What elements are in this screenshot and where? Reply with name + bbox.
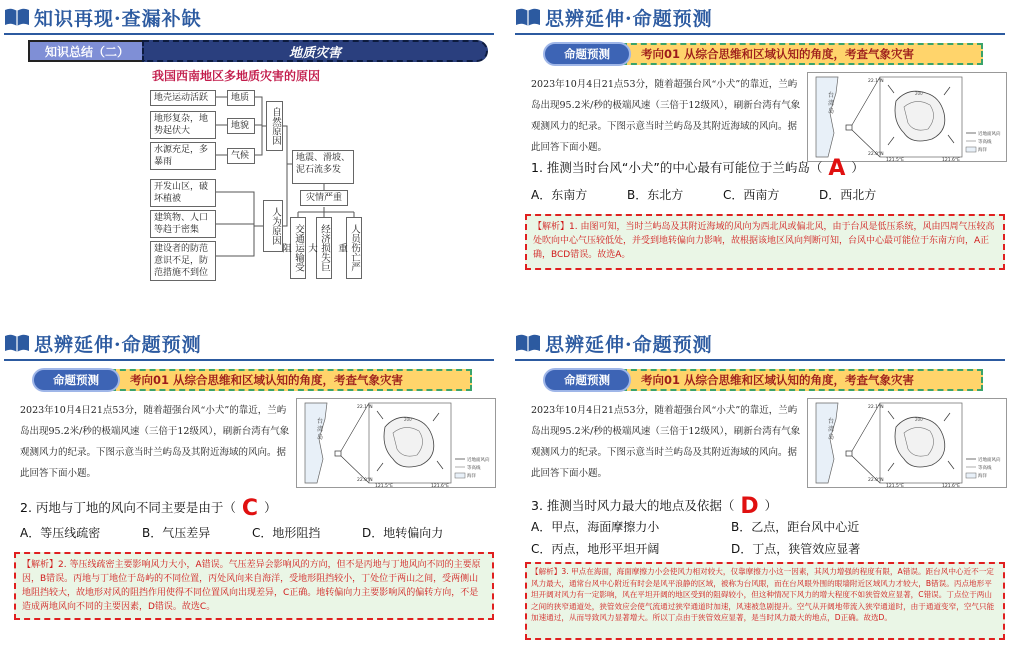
question-1-close: ） — [851, 160, 864, 175]
title-divider — [515, 359, 1005, 361]
human-causes: 人为原因 — [263, 200, 283, 252]
svg-text:湾: 湾 — [828, 100, 835, 107]
svg-text:等高线: 等高线 — [978, 466, 992, 471]
svg-text:121.6°E: 121.6°E — [942, 484, 960, 487]
svg-text:近地面风向: 近地面风向 — [978, 458, 1001, 463]
question-2 — [20, 496, 277, 521]
svg-text:近地面风向: 近地面风向 — [467, 458, 490, 463]
panel-question-2 — [4, 330, 504, 645]
panel-title-row — [4, 330, 504, 356]
option-b: B．气压差异 — [142, 526, 211, 540]
factor-landform: 地貌 — [227, 118, 255, 134]
option-d: D．丁点，狭管效应显著 — [731, 542, 861, 556]
svg-text:200: 200 — [404, 417, 412, 422]
svg-text:等高线: 等高线 — [467, 466, 481, 471]
natural-causes: 自然原因 — [266, 101, 283, 151]
wind-map — [807, 398, 1007, 488]
option-b: B．乙点，距台风中心近 — [731, 520, 860, 534]
answer-badge: C — [241, 496, 259, 521]
title-divider — [515, 33, 1005, 35]
option-a: A．东南方 — [531, 188, 588, 202]
cause-awareness: 建设者的防范意识不足，防范措施不到位 — [150, 241, 216, 281]
prediction-tag: 命题预测 — [543, 42, 631, 66]
panel-title-row — [515, 4, 1015, 30]
answer-badge: A — [828, 156, 846, 181]
book-icon — [515, 333, 541, 353]
option-a: A．甲点，海面摩擦力小 — [531, 520, 660, 534]
passage-text: 2023年10月4日21点53分，随着超强台风“小犬”的靠近，兰屿岛出现95.2米/秒的极端风速（三倍于12级风），刷新台湾有气象观测风力的纪录。下图示意当时兰屿岛及其附近海域的风向。据此回答下面小题。 — [531, 405, 801, 479]
disasters-frequent: 地震、滑坡、泥石流多发 — [292, 150, 354, 184]
panel-question-1 — [515, 4, 1015, 319]
svg-text:海洋: 海洋 — [978, 148, 987, 153]
svg-text:121.6°E: 121.6°E — [431, 484, 449, 487]
option-c: C．丙点，地形平坦开阔 — [531, 542, 660, 556]
svg-text:121.5°E: 121.5°E — [886, 158, 904, 161]
panel-title-row — [515, 330, 1015, 356]
svg-text:湾: 湾 — [828, 426, 835, 433]
option-c: C．西南方 — [723, 188, 780, 202]
svg-text:等高线: 等高线 — [978, 140, 992, 145]
question-3 — [531, 494, 777, 519]
factor-climate: 气候 — [227, 148, 255, 164]
prediction-tag: 命题预测 — [543, 368, 631, 392]
effect-casualties: 人员伤亡严重 — [346, 217, 362, 279]
question-2-close: ） — [264, 500, 277, 515]
svg-text:22.1°N: 22.1°N — [868, 79, 884, 84]
question-2-text: 2. 丙地与丁地的风向不同主要是由于（ — [20, 500, 236, 515]
svg-text:岛: 岛 — [317, 434, 324, 441]
option-a: A．等压线疏密 — [20, 526, 101, 540]
option-b: B．东北方 — [627, 188, 684, 202]
svg-text:22.1°N: 22.1°N — [868, 405, 884, 410]
cause-terrain: 地形复杂，地势起伏大 — [150, 111, 216, 139]
factor-geology: 地质 — [227, 90, 255, 106]
book-icon — [4, 333, 30, 353]
topic-bar-label: 知识总结（二） — [28, 40, 146, 62]
svg-text:近地面风向: 近地面风向 — [978, 132, 1001, 137]
option-c: C．地形阻挡 — [252, 526, 321, 540]
svg-text:200: 200 — [915, 417, 923, 422]
svg-text:岛: 岛 — [828, 434, 835, 441]
passage-text: 2023年10月4日21点53分，随着超强台风“小犬”的靠近，兰屿岛出现95.2米/秒的极端风速（三倍于12级风），刷新台湾有气象观测风力的纪录。下图示意当时兰屿岛及其附近海域的风向。据此回答下面小题。 — [531, 79, 801, 153]
options-row-1 — [531, 518, 931, 535]
book-icon — [515, 7, 541, 27]
prediction-tag: 命题预测 — [32, 368, 120, 392]
options-row — [531, 186, 915, 203]
analysis-box: 【解析】2. 等压线疏密主要影响风力大小，A错误。气压差异会影响风的方向，但不是丙地与丁地风向不同的主要原因，B错误。丙地与丁地位于岛屿的不同位置，丙处风向来自海洋，受地形阻挡较小，丁处位于两山之间，受两侧山地阻挡较大，故地形对风的阻挡作用使得不同位置风向出现差异，C正确。地转偏向力主要影响风的偏转方向，不是造成两地风向不同的主要因素，D错误。故选C。 — [14, 552, 494, 620]
svg-text:台: 台 — [317, 418, 324, 425]
answer-badge: D — [740, 494, 759, 519]
svg-text:121.5°E: 121.5°E — [886, 484, 904, 487]
svg-text:22.0°N: 22.0°N — [868, 152, 884, 157]
svg-text:湾: 湾 — [317, 426, 324, 433]
svg-text:岛: 岛 — [828, 108, 835, 115]
question-1-text: 1. 推测当时台风“小犬”的中心最有可能位于兰屿岛（ — [531, 160, 823, 175]
analysis-box: 【解析】1. 由图可知，当时兰屿岛及其附近海域的风向为西北风或偏北风，由于台风是低压系统，风由四周气压较高处吹向中心气压较低处，并受到地转偏向力影响，故根据该地区风向判断可知，台风中心最可能位于东南方向，A正确，BCD错误。故选A。 — [525, 214, 1005, 270]
svg-text:海洋: 海洋 — [467, 474, 476, 479]
wind-map — [296, 398, 496, 488]
cause-buildings: 建筑物、人口等趋于密集 — [150, 210, 216, 238]
svg-text:台: 台 — [828, 92, 835, 99]
svg-text:22.1°N: 22.1°N — [357, 405, 373, 410]
question-banner — [32, 368, 472, 392]
panel-title: 思辨延伸·命题预测 — [545, 333, 713, 356]
exam-direction: 考向01 从综合思维和区域认知的角度，考查气象灾害 — [110, 369, 472, 391]
panel-title: 思辨延伸·命题预测 — [545, 7, 713, 30]
svg-text:121.6°E: 121.6°E — [942, 158, 960, 161]
question-banner — [543, 368, 983, 392]
panel-title: 思辨延伸·命题预测 — [34, 333, 202, 356]
cause-water: 水源充足，多暴雨 — [150, 142, 216, 170]
svg-text:200: 200 — [915, 91, 923, 96]
svg-text:海洋: 海洋 — [978, 474, 987, 479]
severe-disaster: 灾情严重 — [300, 190, 348, 206]
panel-question-3 — [515, 330, 1015, 645]
panel-knowledge-review — [4, 4, 504, 319]
svg-text:台: 台 — [828, 418, 835, 425]
question-3-close: ） — [764, 498, 778, 513]
mindmap-title: 我国西南地区多地质灾害的原因 — [152, 69, 321, 83]
cause-vegetation: 开发山区，破坏植被 — [150, 179, 216, 207]
passage-text: 2023年10月4日21点53分，随着超强台风“小犬”的靠近，兰屿岛出现95.2米/秒的极端风速（三倍于12级风），刷新台湾有气象观测风力的纪录。下图示意当时兰屿岛及其附近海域的风向。据此回答下面小题。 — [20, 405, 290, 479]
question-1 — [531, 156, 864, 181]
options-row — [20, 524, 472, 541]
effect-traffic: 交通运输受阻 — [290, 217, 306, 279]
exam-direction: 考向01 从综合思维和区域认知的角度，考查气象灾害 — [621, 369, 983, 391]
question-3-text: 3. 推测当时风力最大的地点及依据（ — [531, 498, 735, 513]
exam-direction: 考向01 从综合思维和区域认知的角度，考查气象灾害 — [621, 43, 983, 65]
title-divider — [4, 359, 494, 361]
svg-text:121.5°E: 121.5°E — [375, 484, 393, 487]
topic-bar-subject: 地质灾害 — [142, 40, 488, 62]
svg-text:22.0°N: 22.0°N — [868, 478, 884, 483]
svg-text:22.0°N: 22.0°N — [357, 478, 373, 483]
option-d: D．西北方 — [819, 188, 877, 202]
analysis-box: 【解析】3. 甲点在海面，海面摩擦力小会使风力相对较大，仅靠摩擦力小这一因素，其风力增强的程度有限，A错误。距台风中心近不一定风力最大，通常台风中心附近有时会是风平浪静的区域，被称为台风眼，而在台风眼外围的眼墙附近区域风力才较大，B错误。丙点地形平坦开阔对风力有一定影响，风在平坦开阔的地区受到的阻碍较小，但这种情况下风力的增大程度不如狭管效应显著，C错误。丁点位于两山之间的狭窄通道处，狭管效应会使气流通过狭窄通道时加速，风速被急剧提升。空气从开阔地带流入狭窄通道时，由于通道变窄，空气只能加速通过，从而导致风力显著增大。所以丁点由于狭管效应显著，是当时风力最大的地点，D正确。故选D。 — [525, 562, 1005, 640]
options-row-2 — [531, 540, 931, 557]
effect-economy: 经济损失巨大 — [316, 217, 332, 279]
panel-title: 知识再现·查漏补缺 — [34, 7, 202, 30]
wind-map — [807, 72, 1007, 162]
question-banner — [543, 42, 983, 66]
cause-crust: 地壳运动活跃 — [150, 90, 216, 106]
option-d: D．地转偏向力 — [362, 526, 444, 540]
